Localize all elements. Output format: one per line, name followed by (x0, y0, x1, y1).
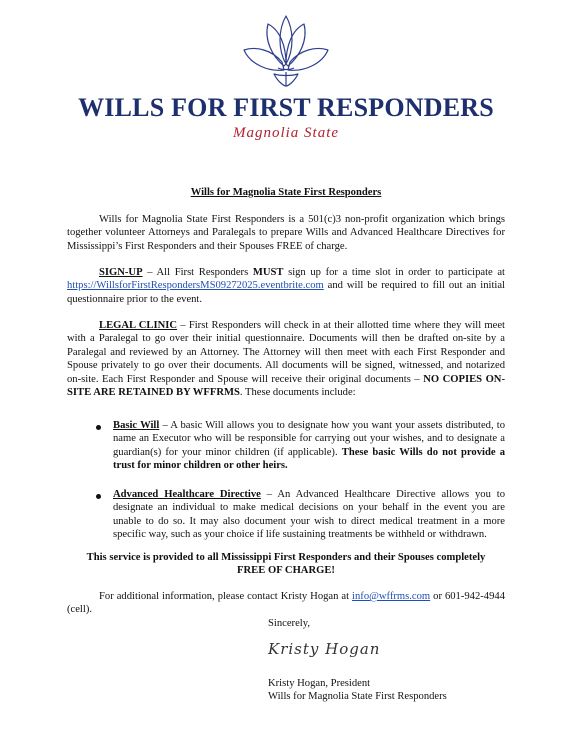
signer-name: Kristy Hogan, President (268, 678, 371, 689)
signup-text-c: and will be required to fill out an initial questionnaire prior to the event. (67, 280, 505, 305)
legal-clinic-label: LEGAL CLINIC (99, 320, 178, 331)
page-subtitle: Magnolia State (232, 125, 340, 141)
legal-clinic-text-b: . These documents include: (239, 387, 356, 399)
signup-must: MUST (252, 267, 284, 278)
basic-will-bold: These basic Wills do not provide a trust for minor children or other heirs. (113, 446, 505, 472)
service-line-1: This service is provided to all Mississippi First Responders and their Spouses completely (86, 552, 486, 563)
email-link[interactable]: info@wffrms.com (352, 591, 431, 602)
basic-will-label: Basic Will (113, 420, 160, 431)
intro-text: Wills for Magnolia State First Responders is a 501(c)3 non-profit organization which brings together volunteer Attorneys and Paralegals to prepare Wills and Advanced Healthcare Directives for Mississippi’s First Responders and their Spouses FREE of charge. (67, 214, 505, 252)
bullet-dot (96, 425, 101, 430)
signature: Kristy Hogan (268, 640, 381, 658)
bullet-dot (96, 494, 101, 499)
signup-paragraph (67, 266, 505, 306)
healthcare-directive-text: – An Advanced Healthcare Directive allows you to designate an individual to make medical decisions on your behalf in the event you are unable to do so. It may also document your wish to direct medical treatment in a more specific way, such as your choice if life sustaining treatments be withheld or withdrawn. (113, 489, 505, 541)
intro-paragraph (67, 213, 505, 253)
eventbrite-link[interactable]: https://WillsforFirstRespondersMS09272025.eventbrite.com (67, 280, 324, 292)
legal-clinic-text-a: – First Responders will check in at their allotted time where they will meet with a Paralegal to go over their initial questionnaire. Documents will then be drafted on-site by a Paralegal and reviewed by an Attorney. The Attorney will then meet with each First Responder and Spouse privately to go over their documents. All documents will be signed, witnessed, and notarized on-site. Each First Responder and Spouse will receive their original documents – (67, 320, 506, 385)
signup-text-a: – All First Responders (142, 267, 253, 278)
legal-clinic-paragraph (67, 319, 505, 399)
healthcare-directive-label: Advanced Healthcare Directive (113, 489, 261, 500)
list-item-healthcare-directive (113, 488, 505, 542)
legal-clinic-bold: NO COPIES ON-SITE ARE RETAINED BY WFFRMS (67, 373, 505, 399)
page-title: WILLS FOR FIRST RESPONDERS (78, 93, 494, 122)
list-item-basic-will (113, 419, 505, 473)
contact-text-a: For additional information, please contact Kristy Hogan at (99, 591, 353, 602)
basic-will-text: – A basic Will allows you to designate how you want your assets distributed, to name an Executor who will be responsible for carrying out your wishes, and to designate a guardian(s) for your minor children (if applicable). (113, 420, 505, 458)
signup-label: SIGN-UP (99, 267, 143, 278)
document-heading: Wills for Magnolia State First Responders (190, 187, 382, 198)
contact-paragraph (67, 590, 505, 617)
service-line-2: FREE OF CHARGE! (237, 565, 335, 576)
signer-org: Wills for Magnolia State First Responders (268, 691, 447, 702)
magnolia-flower-icon (238, 10, 334, 92)
contact-text-b: or 601-942-4944 (cell). (67, 591, 505, 616)
closing: Sincerely, (268, 618, 310, 629)
signup-text-b: sign up for a time slot in order to participate at (283, 267, 505, 278)
